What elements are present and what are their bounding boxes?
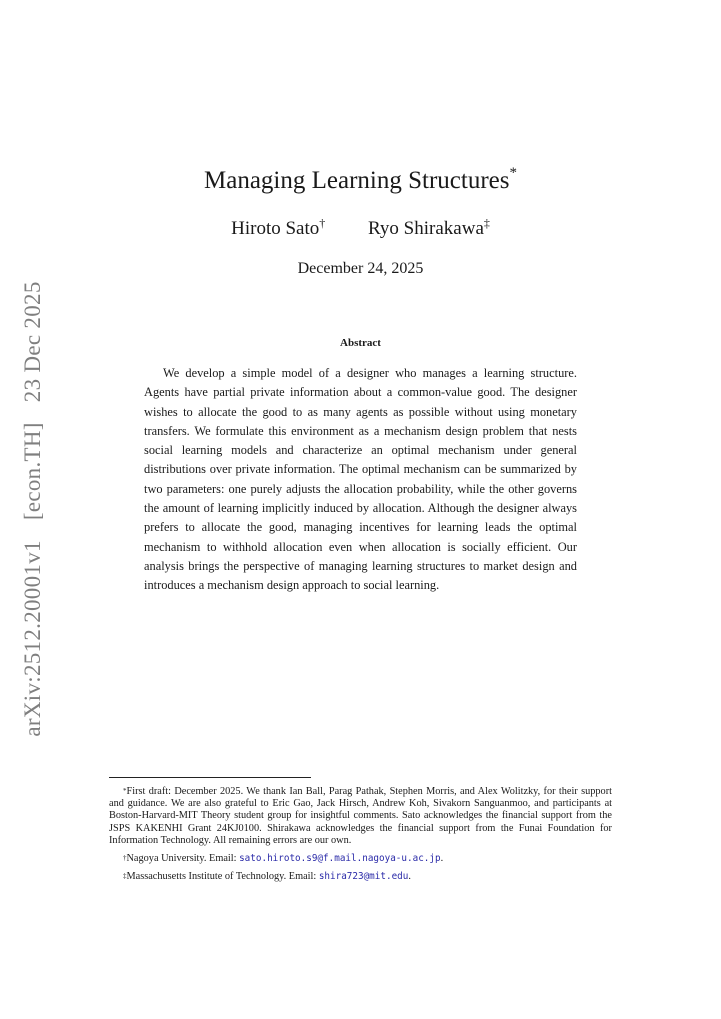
author-sato: [231, 218, 325, 240]
abstract-heading: Abstract: [340, 337, 381, 349]
footnote-text: First draft: December 2025. We thank Ian Ball, Parag Pathak, Stephen Morris, and Alex Wolitzky, for their support and guidance. We are also grateful to Eric Gao, Jack Hirsch, Andrew Koh, Sivakorn Sanguanmoo, and participants at Boston-Harvard-MIT Theory student group for insightful comments. Sato acknowledges the financial support from the JSPS KAKENHI Grant 24KJ0100. Shirakawa acknowledges the financial support from the Funai Foundation for Information Technology. All remaining errors are our own.: [109, 786, 612, 846]
paper-date: December 24, 2025: [297, 260, 424, 277]
author-footnote-mark: ‡: [483, 216, 490, 230]
footnote-end: .: [440, 853, 444, 865]
footnotes: [109, 786, 612, 883]
paper-title-text: Managing Learning Structures: [204, 167, 510, 194]
footnote-mark: *: [123, 787, 127, 795]
arxiv-id: arXiv:2512.20001v1: [20, 540, 45, 737]
footnote-end: .: [408, 871, 411, 883]
footnote-first-draft: [109, 786, 612, 847]
footnote-shirakawa-affiliation: [123, 871, 612, 883]
paper-title: [0, 167, 721, 195]
email-link-shirakawa[interactable]: shira723@mit.edu: [318, 871, 409, 883]
arxiv-date: 23 Dec 2025: [20, 281, 45, 403]
author-shirakawa: [368, 218, 490, 240]
footnote-rule: [109, 777, 311, 778]
abstract-body: We develop a simple model of a designer who manages a learning structure. Agents have partial private information about a common-value good. The designer wishes to allocate the good to as many agents as possible without using monetary transfers. We formulate this environment as a mechanism design problem that nests social learning models and characterize an optimal mechanism under general distributions over private information. The optimal mechanism can be summarized by two parameters: one purely adjusts the allocation probability, while the other governs the amount of learning implicitly induced by allocation. Although the designer always prefers to allocate the good, managing incentives for learning leads the optimal mechanism to withhold allocation even when allocation is socially efficient. Our analysis brings the perspective of managing learning structures to market design and introduces a mechanism design approach to social learning.: [144, 366, 577, 593]
footnote-text: Massachusetts Institute of Technology. Email:: [126, 871, 319, 883]
footnote-text: Nagoya University. Email:: [126, 853, 240, 865]
author-list: [0, 218, 721, 240]
email-link-sato[interactable]: sato.hiroto.s9@f.mail.nagoya-u.ac.jp: [239, 853, 441, 865]
footnote-sato-affiliation: [123, 853, 612, 865]
footnote-mark: †: [123, 854, 127, 863]
arxiv-category: [econ.TH]: [20, 422, 45, 521]
author-name: Ryo Shirakawa: [368, 218, 484, 239]
author-footnote-mark: †: [319, 216, 326, 230]
footnote-mark: ‡: [123, 872, 127, 881]
title-footnote-mark: *: [509, 165, 517, 181]
author-name: Hiroto Sato: [231, 218, 320, 239]
arxiv-stamp: [20, 281, 46, 736]
